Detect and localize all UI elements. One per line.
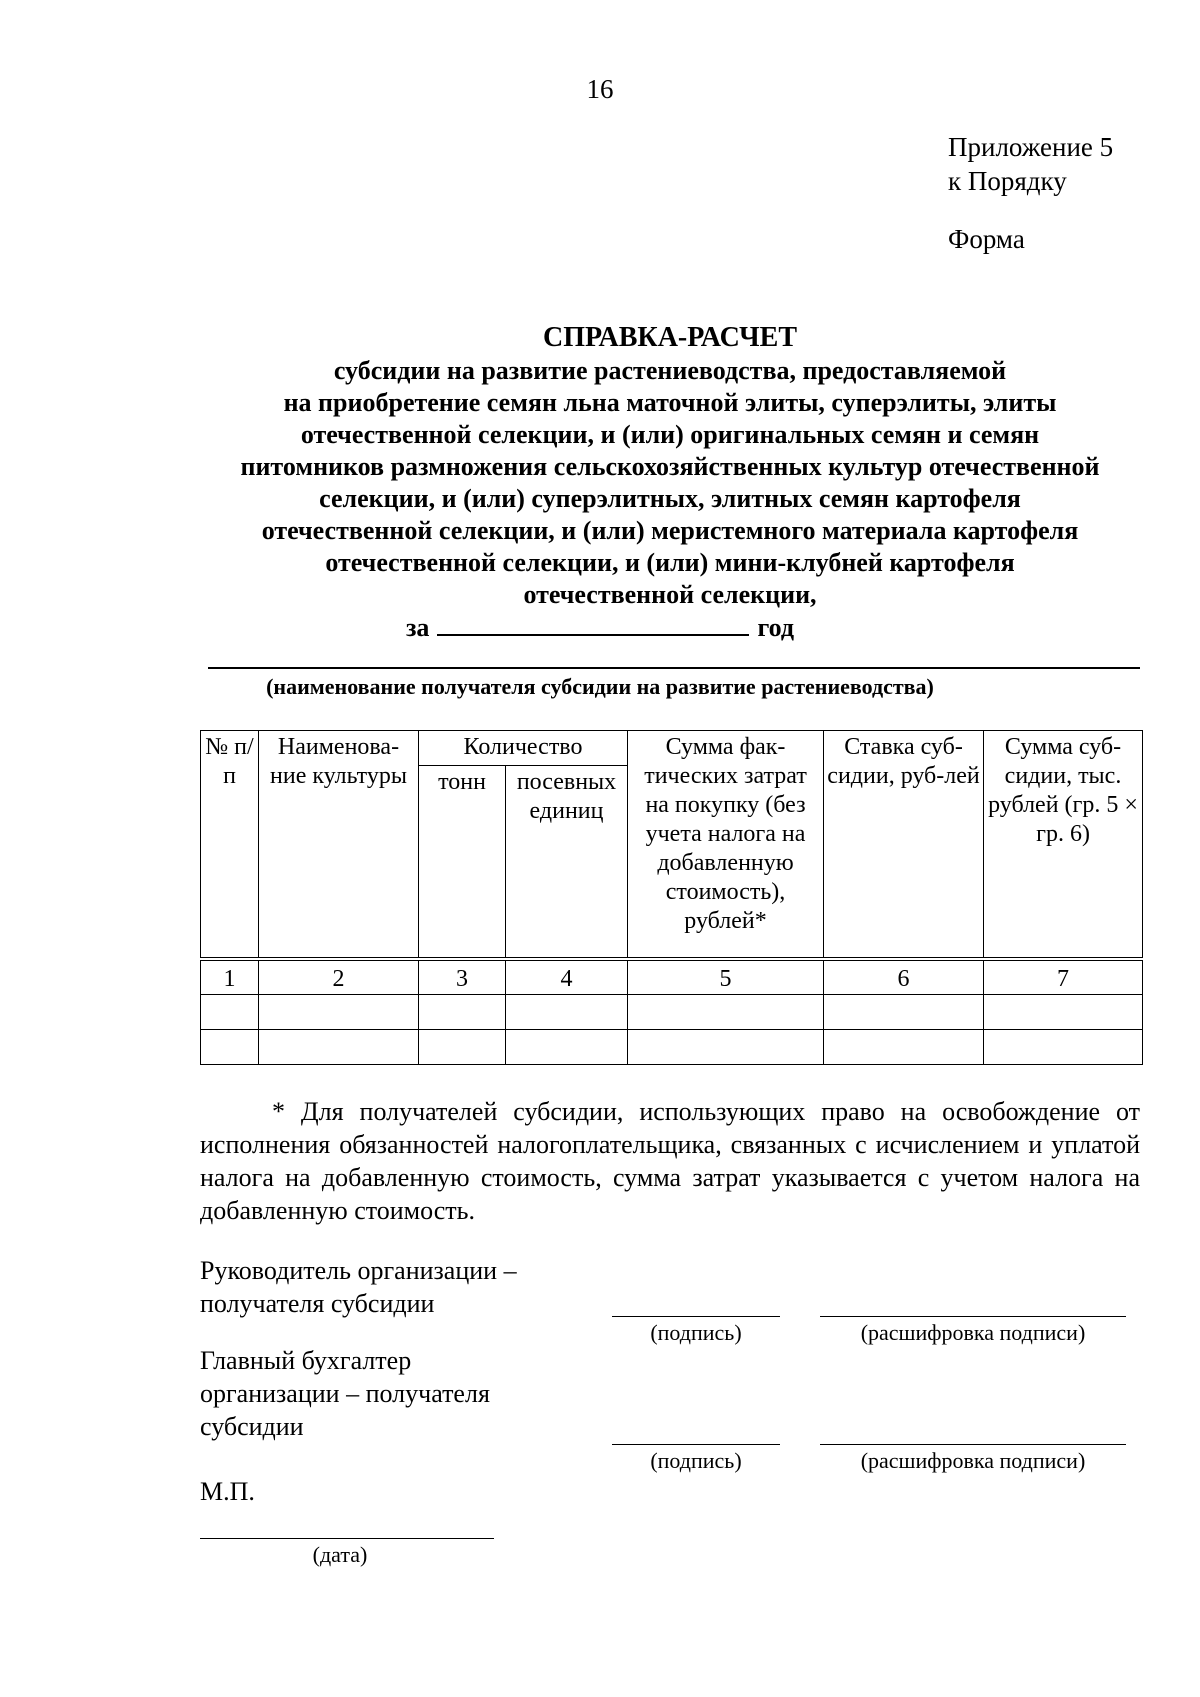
period-prefix: за [405, 613, 430, 642]
head-label-line-1: Руководитель организации – [200, 1256, 517, 1285]
footnote: * Для получателей субсидии, использующих право на освобождение от исполнения обязанностей налогоплательщика, связанных с исчислением и уплатой налога на добавленную стоимость, сумма затрат указывается с учетом налога на добавленную стоимость. [200, 1097, 1140, 1225]
accountant-label-line-1: Главный бухгалтер [200, 1346, 412, 1375]
table-cell[interactable] [201, 995, 259, 1030]
table-cell[interactable] [824, 1030, 984, 1065]
subsidy-calculation-table [200, 730, 1143, 1065]
document-title [190, 321, 1150, 611]
table-cell[interactable] [419, 995, 506, 1030]
title-line: отечественной селекции, [523, 580, 817, 609]
header-subsidy: Сумма суб-сидии, тыс. рублей (гр. 5 × гр. 6) [984, 731, 1143, 960]
annex-line-2: к Порядку [948, 166, 1067, 196]
column-number: 5 [628, 959, 824, 995]
header-num: № п/п [201, 731, 259, 960]
header-units: посевных единиц [506, 766, 628, 960]
title-line: отечественной селекции, и (или) мини-клубней картофеля [325, 548, 1015, 577]
head-decoding-field[interactable] [820, 1316, 1126, 1317]
period-row [0, 610, 1200, 643]
accountant-signature-label [200, 1344, 490, 1443]
table-cell[interactable] [201, 1030, 259, 1065]
column-number: 4 [506, 959, 628, 995]
table-row [201, 995, 1143, 1030]
accountant-decoding-field[interactable] [820, 1444, 1126, 1445]
year-field[interactable] [437, 610, 749, 636]
accountant-label-line-3: субсидии [200, 1412, 304, 1441]
form-label: Форма [948, 224, 1025, 254]
column-number: 2 [259, 959, 419, 995]
annex-line-1: Приложение 5 [948, 132, 1114, 162]
annex-reference [948, 130, 1113, 198]
title-line: селекции, и (или) суперэлитных, элитных семян картофеля [319, 484, 1021, 513]
column-number-row [201, 959, 1143, 995]
date-caption: (дата) [312, 1542, 368, 1567]
column-number: 6 [824, 959, 984, 995]
decoding-caption: (расшифровка подписи) [860, 1320, 1086, 1345]
table-cell[interactable] [984, 995, 1143, 1030]
header-crop: Наименова-ние культуры [259, 731, 419, 960]
table-cell[interactable] [506, 1030, 628, 1065]
column-number: 1 [201, 959, 259, 995]
stamp-place: М.П. [200, 1477, 255, 1506]
header-rate: Ставка суб-сидии, руб-лей [824, 731, 984, 960]
table-cell[interactable] [984, 1030, 1143, 1065]
column-number: 3 [419, 959, 506, 995]
table-cell[interactable] [259, 995, 419, 1030]
table-cell[interactable] [824, 995, 984, 1030]
head-label-line-2: получателя субсидии [200, 1289, 435, 1318]
title-line: питомников размножения сельскохозяйственных культур отечественной [240, 452, 1100, 481]
table-cell[interactable] [628, 1030, 824, 1065]
decoding-caption: (расшифровка подписи) [860, 1448, 1086, 1473]
header-tons: тонн [419, 766, 506, 960]
title-line: субсидии на развитие растениеводства, предоставляемой [333, 356, 1007, 385]
period-suffix: год [757, 613, 794, 642]
column-number: 7 [984, 959, 1143, 995]
title-line: на приобретение семян льна маточной элиты, суперэлиты, элиты [283, 388, 1057, 417]
title-heading: СПРАВКА-РАСЧЕТ [542, 322, 798, 353]
signature-caption: (подпись) [650, 1320, 742, 1345]
table-cell[interactable] [259, 1030, 419, 1065]
accountant-label-line-2: организации – получателя [200, 1379, 490, 1408]
table-row [201, 1030, 1143, 1065]
table-cell[interactable] [628, 995, 824, 1030]
page-number: 16 [586, 74, 614, 104]
recipient-caption: (наименование получателя субсидии на развитие растениеводства) [266, 674, 934, 699]
header-quantity: Количество [419, 731, 628, 766]
head-signature-field[interactable] [612, 1316, 780, 1317]
head-signature-label [200, 1254, 517, 1320]
title-line: отечественной селекции, и (или) оригинальных семян и семян [300, 420, 1040, 449]
date-field[interactable] [200, 1538, 494, 1539]
recipient-name-field[interactable] [208, 667, 1140, 669]
header-costs: Сумма фак-тических затрат на покупку (без учета налога на добавленную стоимость), рублей* [628, 731, 824, 960]
table-cell[interactable] [419, 1030, 506, 1065]
table-header-row [201, 731, 1143, 766]
signature-caption: (подпись) [650, 1448, 742, 1473]
title-line: отечественной селекции, и (или) меристемного материала картофеля [261, 516, 1079, 545]
accountant-signature-field[interactable] [612, 1444, 780, 1445]
table-cell[interactable] [506, 995, 628, 1030]
